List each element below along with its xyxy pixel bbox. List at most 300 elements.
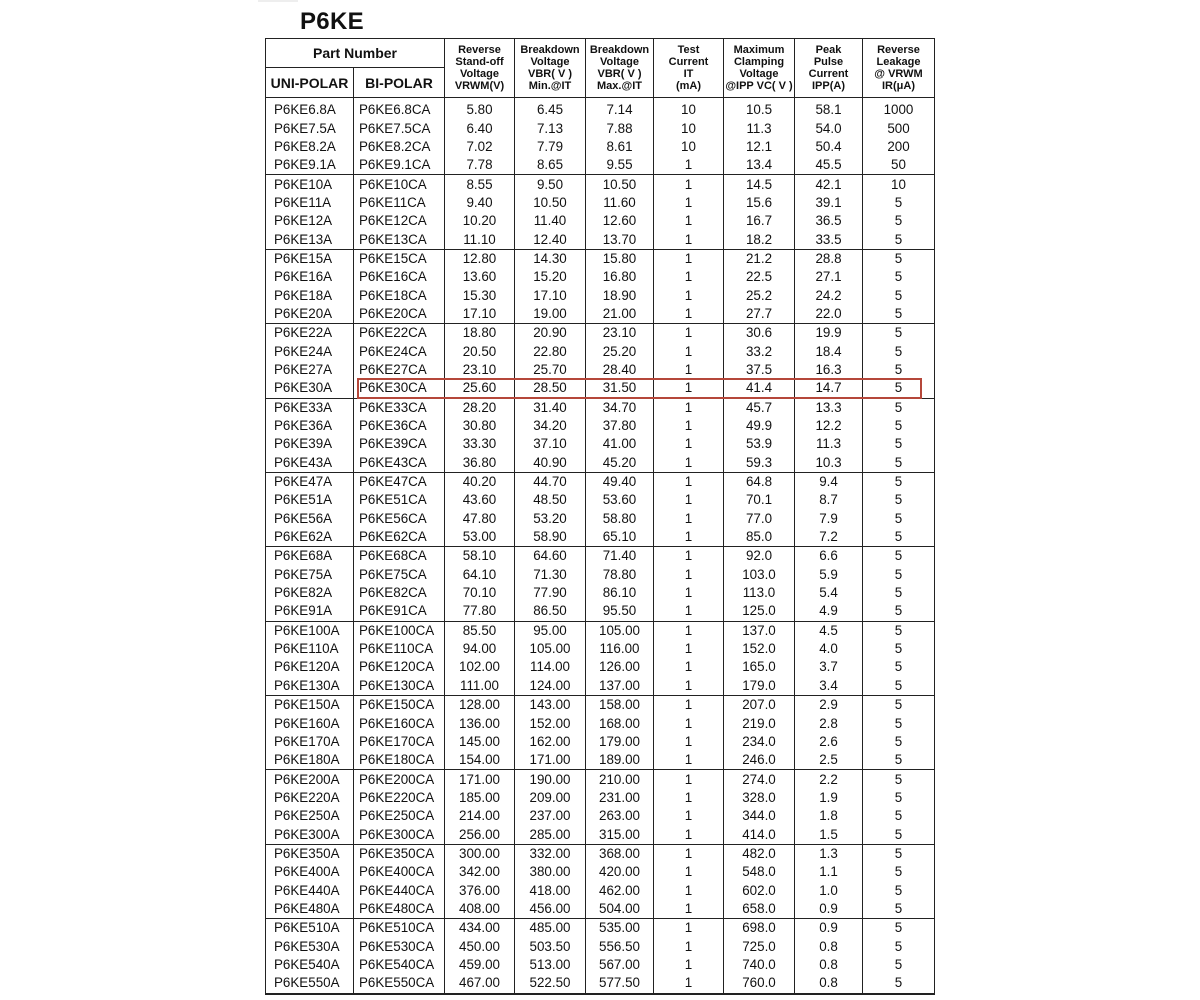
value-cell: 152.00 xyxy=(515,714,586,732)
value-cell: 28.40 xyxy=(586,361,654,379)
value-cell: 50 xyxy=(863,156,935,175)
value-cell: 14.30 xyxy=(515,249,586,268)
uni-polar-cell: P6KE18A xyxy=(266,286,354,304)
value-cell: 41.4 xyxy=(724,379,795,398)
value-cell: 725.0 xyxy=(724,937,795,955)
uni-polar-cell: P6KE9.1A xyxy=(266,156,354,175)
value-cell: 48.50 xyxy=(515,491,586,509)
value-cell: 214.00 xyxy=(445,807,515,825)
value-cell: 420.00 xyxy=(586,863,654,881)
bi-polar-cell: P6KE16CA xyxy=(354,268,445,286)
value-cell: 85.0 xyxy=(724,528,795,547)
value-cell: 548.0 xyxy=(724,863,795,881)
value-cell: 189.00 xyxy=(586,751,654,770)
value-cell: 5 xyxy=(863,379,935,398)
value-cell: 1 xyxy=(654,602,724,621)
table-row xyxy=(266,305,935,324)
bi-polar-cell: P6KE47CA xyxy=(354,472,445,491)
uni-polar-cell: P6KE530A xyxy=(266,937,354,955)
value-cell: 11.60 xyxy=(586,194,654,212)
value-cell: 7.14 xyxy=(586,98,654,120)
value-cell: 154.00 xyxy=(445,751,515,770)
value-cell: 5 xyxy=(863,789,935,807)
uni-polar-cell: P6KE39A xyxy=(266,435,354,453)
value-cell: 9.4 xyxy=(795,472,863,491)
table-header xyxy=(266,39,935,98)
value-cell: 77.80 xyxy=(445,602,515,621)
value-cell: 209.00 xyxy=(515,789,586,807)
value-cell: 1 xyxy=(654,807,724,825)
value-cell: 124.00 xyxy=(515,677,586,696)
bi-polar-cell: P6KE300CA xyxy=(354,825,445,844)
value-cell: 5 xyxy=(863,230,935,249)
value-cell: 210.00 xyxy=(586,770,654,789)
value-cell: 1 xyxy=(654,974,724,993)
uni-polar-cell: P6KE43A xyxy=(266,454,354,473)
value-cell: 25.70 xyxy=(515,361,586,379)
column-header-line: VBR( V ) xyxy=(597,68,642,80)
value-cell: 111.00 xyxy=(445,677,515,696)
bi-polar-cell: P6KE56CA xyxy=(354,510,445,528)
value-cell: 22.0 xyxy=(795,305,863,324)
value-cell: 17.10 xyxy=(515,286,586,304)
table-row xyxy=(266,974,935,993)
bi-polar-cell: P6KE27CA xyxy=(354,361,445,379)
value-cell: 45.5 xyxy=(795,156,863,175)
value-cell: 1 xyxy=(654,566,724,584)
value-cell: 39.1 xyxy=(795,194,863,212)
value-cell: 116.00 xyxy=(586,640,654,658)
column-header-line: Peak xyxy=(815,44,842,56)
value-cell: 43.60 xyxy=(445,491,515,509)
uni-polar-cell: P6KE120A xyxy=(266,658,354,676)
bi-polar-header: BI-POLAR xyxy=(354,68,445,98)
value-cell: 0.8 xyxy=(795,937,863,955)
value-cell: 1 xyxy=(654,379,724,398)
value-cell: 219.0 xyxy=(724,714,795,732)
value-cell: 10 xyxy=(654,138,724,156)
uni-polar-cell: P6KE8.2A xyxy=(266,138,354,156)
value-cell: 85.50 xyxy=(445,621,515,640)
value-cell: 5 xyxy=(863,491,935,509)
value-cell: 7.88 xyxy=(586,119,654,137)
table-row xyxy=(266,156,935,175)
value-cell: 168.00 xyxy=(586,714,654,732)
column-header-line: Clamping xyxy=(733,56,785,68)
value-cell: 1 xyxy=(654,175,724,194)
value-cell: 658.0 xyxy=(724,900,795,919)
value-cell: 5 xyxy=(863,844,935,863)
bi-polar-cell: P6KE24CA xyxy=(354,342,445,360)
bi-polar-cell: P6KE68CA xyxy=(354,547,445,566)
value-cell: 5 xyxy=(863,342,935,360)
value-cell: 10.3 xyxy=(795,454,863,473)
value-cell: 6.40 xyxy=(445,119,515,137)
column-header-line: Reverse xyxy=(458,44,501,56)
value-cell: 114.00 xyxy=(515,658,586,676)
value-cell: 18.90 xyxy=(586,286,654,304)
value-cell: 7.2 xyxy=(795,528,863,547)
value-cell: 136.00 xyxy=(445,714,515,732)
value-cell: 33.5 xyxy=(795,230,863,249)
bi-polar-cell: P6KE120CA xyxy=(354,658,445,676)
table-row xyxy=(266,491,935,509)
value-cell: 5 xyxy=(863,714,935,732)
bi-polar-cell: P6KE82CA xyxy=(354,584,445,602)
value-cell: 9.50 xyxy=(515,175,586,194)
value-cell: 11.3 xyxy=(724,119,795,137)
value-cell: 0.9 xyxy=(795,919,863,938)
uni-polar-cell: P6KE15A xyxy=(266,249,354,268)
value-cell: 1.9 xyxy=(795,789,863,807)
column-header-line: Reverse xyxy=(877,44,920,56)
value-cell: 207.0 xyxy=(724,696,795,715)
bi-polar-cell: P6KE440CA xyxy=(354,881,445,899)
value-cell: 14.7 xyxy=(795,379,863,398)
value-cell: 1 xyxy=(654,714,724,732)
uni-polar-cell: P6KE180A xyxy=(266,751,354,770)
value-cell: 179.0 xyxy=(724,677,795,696)
value-cell: 41.00 xyxy=(586,435,654,453)
bi-polar-cell: P6KE43CA xyxy=(354,454,445,473)
column-header-line: Current xyxy=(668,56,709,68)
value-cell: 274.0 xyxy=(724,770,795,789)
value-cell: 137.00 xyxy=(586,677,654,696)
value-cell: 47.80 xyxy=(445,510,515,528)
bi-polar-cell: P6KE39CA xyxy=(354,435,445,453)
value-cell: 13.3 xyxy=(795,398,863,417)
value-cell: 28.20 xyxy=(445,398,515,417)
value-cell: 1.1 xyxy=(795,863,863,881)
value-cell: 459.00 xyxy=(445,956,515,974)
value-cell: 13.60 xyxy=(445,268,515,286)
value-cell: 44.70 xyxy=(515,472,586,491)
value-cell: 1 xyxy=(654,324,724,343)
value-cell: 8.7 xyxy=(795,491,863,509)
uni-polar-cell: P6KE68A xyxy=(266,547,354,566)
value-cell: 467.00 xyxy=(445,974,515,993)
value-cell: 503.50 xyxy=(515,937,586,955)
value-cell: 190.00 xyxy=(515,770,586,789)
value-cell: 1 xyxy=(654,268,724,286)
uni-polar-cell: P6KE110A xyxy=(266,640,354,658)
table-row xyxy=(266,714,935,732)
bi-polar-cell: P6KE13CA xyxy=(354,230,445,249)
value-cell: 10.50 xyxy=(515,194,586,212)
table-row xyxy=(266,472,935,491)
column-header-line: Test xyxy=(677,44,700,56)
value-cell: 5 xyxy=(863,956,935,974)
value-cell: 1 xyxy=(654,640,724,658)
value-cell: 64.8 xyxy=(724,472,795,491)
value-cell: 5 xyxy=(863,417,935,435)
value-cell: 0.8 xyxy=(795,974,863,993)
table-body xyxy=(266,98,935,994)
column-header xyxy=(795,39,863,98)
uni-polar-cell: P6KE170A xyxy=(266,733,354,751)
bi-polar-cell: P6KE51CA xyxy=(354,491,445,509)
uni-polar-cell: P6KE36A xyxy=(266,417,354,435)
value-cell: 185.00 xyxy=(445,789,515,807)
table-row xyxy=(266,825,935,844)
value-cell: 408.00 xyxy=(445,900,515,919)
value-cell: 760.0 xyxy=(724,974,795,993)
value-cell: 1 xyxy=(654,156,724,175)
value-cell: 8.65 xyxy=(515,156,586,175)
bi-polar-cell: P6KE33CA xyxy=(354,398,445,417)
table-row xyxy=(266,324,935,343)
value-cell: 1 xyxy=(654,844,724,863)
spec-table xyxy=(265,38,935,995)
value-cell: 2.2 xyxy=(795,770,863,789)
value-cell: 5 xyxy=(863,510,935,528)
value-cell: 24.2 xyxy=(795,286,863,304)
value-cell: 1 xyxy=(654,510,724,528)
uni-polar-cell: P6KE6.8A xyxy=(266,98,354,120)
value-cell: 23.10 xyxy=(445,361,515,379)
value-cell: 16.7 xyxy=(724,212,795,230)
value-cell: 128.00 xyxy=(445,696,515,715)
value-cell: 22.5 xyxy=(724,268,795,286)
value-cell: 1 xyxy=(654,696,724,715)
table-row xyxy=(266,417,935,435)
column-header-line: IR(μA) xyxy=(882,80,915,92)
value-cell: 1 xyxy=(654,342,724,360)
uni-polar-cell: P6KE100A xyxy=(266,621,354,640)
value-cell: 94.00 xyxy=(445,640,515,658)
value-cell: 54.0 xyxy=(795,119,863,137)
value-cell: 171.00 xyxy=(445,770,515,789)
value-cell: 344.0 xyxy=(724,807,795,825)
value-cell: 64.10 xyxy=(445,566,515,584)
bi-polar-cell: P6KE12CA xyxy=(354,212,445,230)
value-cell: 11.10 xyxy=(445,230,515,249)
value-cell: 1 xyxy=(654,956,724,974)
value-cell: 1 xyxy=(654,286,724,304)
column-header-line: Max.@IT xyxy=(597,80,642,92)
uni-polar-cell: P6KE13A xyxy=(266,230,354,249)
table-row xyxy=(266,602,935,621)
value-cell: 5 xyxy=(863,919,935,938)
value-cell: 12.80 xyxy=(445,249,515,268)
uni-polar-cell: P6KE7.5A xyxy=(266,119,354,137)
value-cell: 256.00 xyxy=(445,825,515,844)
value-cell: 485.00 xyxy=(515,919,586,938)
value-cell: 1 xyxy=(654,733,724,751)
value-cell: 49.40 xyxy=(586,472,654,491)
table-row xyxy=(266,677,935,696)
value-cell: 5.9 xyxy=(795,566,863,584)
value-cell: 1 xyxy=(654,305,724,324)
table-row xyxy=(266,510,935,528)
value-cell: 5 xyxy=(863,602,935,621)
value-cell: 105.00 xyxy=(586,621,654,640)
bi-polar-cell: P6KE550CA xyxy=(354,974,445,993)
value-cell: 59.3 xyxy=(724,454,795,473)
bi-polar-cell: P6KE530CA xyxy=(354,937,445,955)
value-cell: 4.0 xyxy=(795,640,863,658)
table-row xyxy=(266,342,935,360)
value-cell: 25.60 xyxy=(445,379,515,398)
column-header-line: Breakdown xyxy=(589,44,650,56)
value-cell: 5 xyxy=(863,454,935,473)
value-cell: 7.78 xyxy=(445,156,515,175)
value-cell: 14.5 xyxy=(724,175,795,194)
table-row xyxy=(266,454,935,473)
column-header-line: Voltage xyxy=(739,68,779,80)
table-row xyxy=(266,733,935,751)
value-cell: 5 xyxy=(863,547,935,566)
table-row xyxy=(266,98,935,120)
value-cell: 1 xyxy=(654,230,724,249)
column-header-line: @IPP VC( V ) xyxy=(725,80,793,92)
uni-polar-cell: P6KE47A xyxy=(266,472,354,491)
value-cell: 58.1 xyxy=(795,98,863,120)
uni-polar-cell: P6KE350A xyxy=(266,844,354,863)
value-cell: 18.2 xyxy=(724,230,795,249)
uni-polar-cell: P6KE220A xyxy=(266,789,354,807)
value-cell: 12.40 xyxy=(515,230,586,249)
bi-polar-cell: P6KE7.5CA xyxy=(354,119,445,137)
table-row xyxy=(266,547,935,566)
value-cell: 1 xyxy=(654,417,724,435)
top-edge-mark xyxy=(258,0,298,2)
value-cell: 34.70 xyxy=(586,398,654,417)
value-cell: 45.20 xyxy=(586,454,654,473)
value-cell: 5 xyxy=(863,974,935,993)
uni-polar-header: UNI-POLAR xyxy=(266,68,354,98)
value-cell: 10 xyxy=(863,175,935,194)
value-cell: 33.2 xyxy=(724,342,795,360)
table-row xyxy=(266,807,935,825)
table-row xyxy=(266,175,935,194)
value-cell: 263.00 xyxy=(586,807,654,825)
table-row xyxy=(266,435,935,453)
value-cell: 42.1 xyxy=(795,175,863,194)
value-cell: 15.30 xyxy=(445,286,515,304)
value-cell: 50.4 xyxy=(795,138,863,156)
bi-polar-cell: P6KE540CA xyxy=(354,956,445,974)
uni-polar-cell: P6KE11A xyxy=(266,194,354,212)
value-cell: 4.9 xyxy=(795,602,863,621)
value-cell: 1000 xyxy=(863,98,935,120)
value-cell: 1.0 xyxy=(795,881,863,899)
part-number-header: Part Number xyxy=(266,39,445,68)
uni-polar-cell: P6KE480A xyxy=(266,900,354,919)
column-header xyxy=(724,39,795,98)
value-cell: 1 xyxy=(654,584,724,602)
value-cell: 5 xyxy=(863,881,935,899)
value-cell: 4.5 xyxy=(795,621,863,640)
bi-polar-cell: P6KE6.8CA xyxy=(354,98,445,120)
table-row xyxy=(266,286,935,304)
bi-polar-cell: P6KE100CA xyxy=(354,621,445,640)
value-cell: 5 xyxy=(863,584,935,602)
value-cell: 315.00 xyxy=(586,825,654,844)
value-cell: 13.4 xyxy=(724,156,795,175)
column-header-line: Voltage xyxy=(600,56,639,68)
value-cell: 740.0 xyxy=(724,956,795,974)
value-cell: 1 xyxy=(654,937,724,955)
value-cell: 20.50 xyxy=(445,342,515,360)
value-cell: 36.5 xyxy=(795,212,863,230)
value-cell: 1 xyxy=(654,249,724,268)
value-cell: 5 xyxy=(863,361,935,379)
table-row xyxy=(266,900,935,919)
table-row xyxy=(266,770,935,789)
bi-polar-cell: P6KE30CA xyxy=(354,379,445,398)
value-cell: 12.1 xyxy=(724,138,795,156)
value-cell: 70.10 xyxy=(445,584,515,602)
uni-polar-cell: P6KE27A xyxy=(266,361,354,379)
column-header xyxy=(863,39,935,98)
value-cell: 71.40 xyxy=(586,547,654,566)
table-row xyxy=(266,658,935,676)
bi-polar-cell: P6KE130CA xyxy=(354,677,445,696)
uni-polar-cell: P6KE200A xyxy=(266,770,354,789)
value-cell: 23.10 xyxy=(586,324,654,343)
column-header-line: VBR( V ) xyxy=(528,68,572,80)
value-cell: 95.50 xyxy=(586,602,654,621)
table-row xyxy=(266,621,935,640)
table-row xyxy=(266,919,935,938)
table-row xyxy=(266,268,935,286)
value-cell: 17.10 xyxy=(445,305,515,324)
uni-polar-cell: P6KE130A xyxy=(266,677,354,696)
value-cell: 450.00 xyxy=(445,937,515,955)
value-cell: 1 xyxy=(654,491,724,509)
bi-polar-cell: P6KE350CA xyxy=(354,844,445,863)
value-cell: 1 xyxy=(654,361,724,379)
uni-polar-cell: P6KE300A xyxy=(266,825,354,844)
uni-polar-cell: P6KE150A xyxy=(266,696,354,715)
value-cell: 1 xyxy=(654,398,724,417)
table-row xyxy=(266,584,935,602)
value-cell: 37.10 xyxy=(515,435,586,453)
uni-polar-cell: P6KE10A xyxy=(266,175,354,194)
value-cell: 12.60 xyxy=(586,212,654,230)
value-cell: 7.13 xyxy=(515,119,586,137)
value-cell: 1.5 xyxy=(795,825,863,844)
value-cell: 5 xyxy=(863,807,935,825)
column-header-line: Min.@IT xyxy=(528,80,572,92)
value-cell: 1.8 xyxy=(795,807,863,825)
value-cell: 577.50 xyxy=(586,974,654,993)
value-cell: 602.0 xyxy=(724,881,795,899)
value-cell: 5 xyxy=(863,286,935,304)
value-cell: 71.30 xyxy=(515,566,586,584)
bi-polar-cell: P6KE200CA xyxy=(354,770,445,789)
value-cell: 418.00 xyxy=(515,881,586,899)
column-header xyxy=(445,39,515,98)
value-cell: 5 xyxy=(863,640,935,658)
value-cell: 10.5 xyxy=(724,98,795,120)
table-row xyxy=(266,863,935,881)
value-cell: 22.80 xyxy=(515,342,586,360)
value-cell: 7.79 xyxy=(515,138,586,156)
value-cell: 25.20 xyxy=(586,342,654,360)
table-row xyxy=(266,230,935,249)
value-cell: 28.8 xyxy=(795,249,863,268)
column-header-line: IT xyxy=(683,68,694,80)
value-cell: 19.9 xyxy=(795,324,863,343)
column-header-line: (mA) xyxy=(675,80,702,92)
bi-polar-cell: P6KE20CA xyxy=(354,305,445,324)
column-header-line: VRWM(V) xyxy=(454,80,505,92)
column-header-line: IPP(A) xyxy=(812,80,845,92)
value-cell: 34.20 xyxy=(515,417,586,435)
value-cell: 462.00 xyxy=(586,881,654,899)
